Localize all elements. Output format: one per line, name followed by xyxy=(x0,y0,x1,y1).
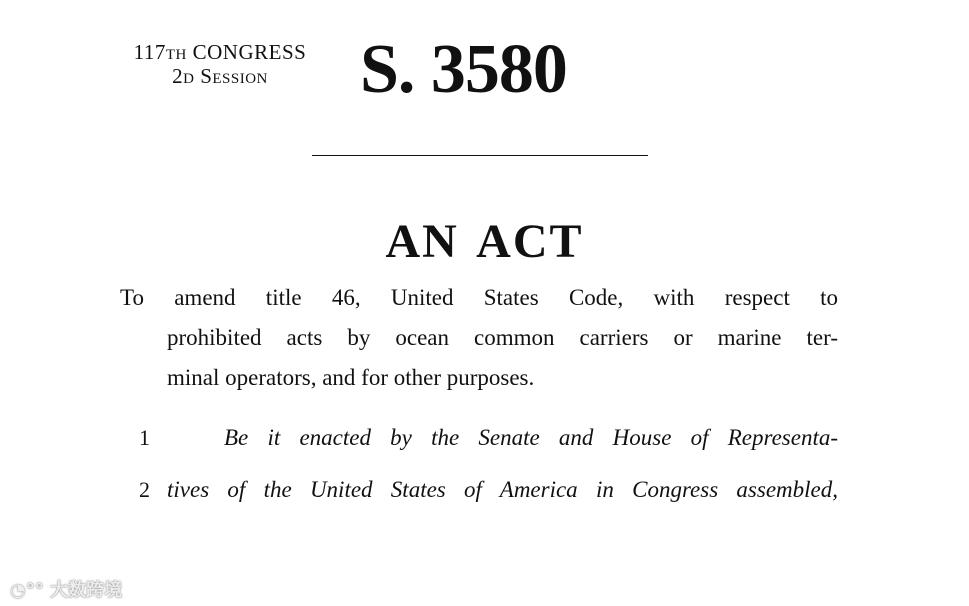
purpose-line: minal operators, and for other purposes. xyxy=(167,365,535,390)
watermark-text: 大数跨境 xyxy=(50,580,122,601)
watermark xyxy=(10,576,122,602)
line-number: 1 xyxy=(139,425,150,450)
enacting-clause-line: Be it enacted by the Senate and House of Representa- xyxy=(224,425,838,450)
purpose-line: To amend title 46, United States Code, with respect to xyxy=(120,285,838,310)
purpose-line: prohibited acts by ocean common carriers or marine ter- xyxy=(167,325,838,350)
document-type-heading: AN ACT xyxy=(385,215,584,268)
watermark-logo-icon: ◔°° xyxy=(10,580,44,601)
session-label: 2d Session xyxy=(172,64,268,88)
session-block xyxy=(110,40,330,88)
bill-number: S. 3580 xyxy=(360,31,567,108)
congress-label: 117th CONGRESS xyxy=(133,40,307,64)
title-rule xyxy=(312,155,648,156)
line-number: 2 xyxy=(139,477,150,502)
enacting-clause-line: tives of the United States of America in Congress assembled, xyxy=(167,477,838,502)
